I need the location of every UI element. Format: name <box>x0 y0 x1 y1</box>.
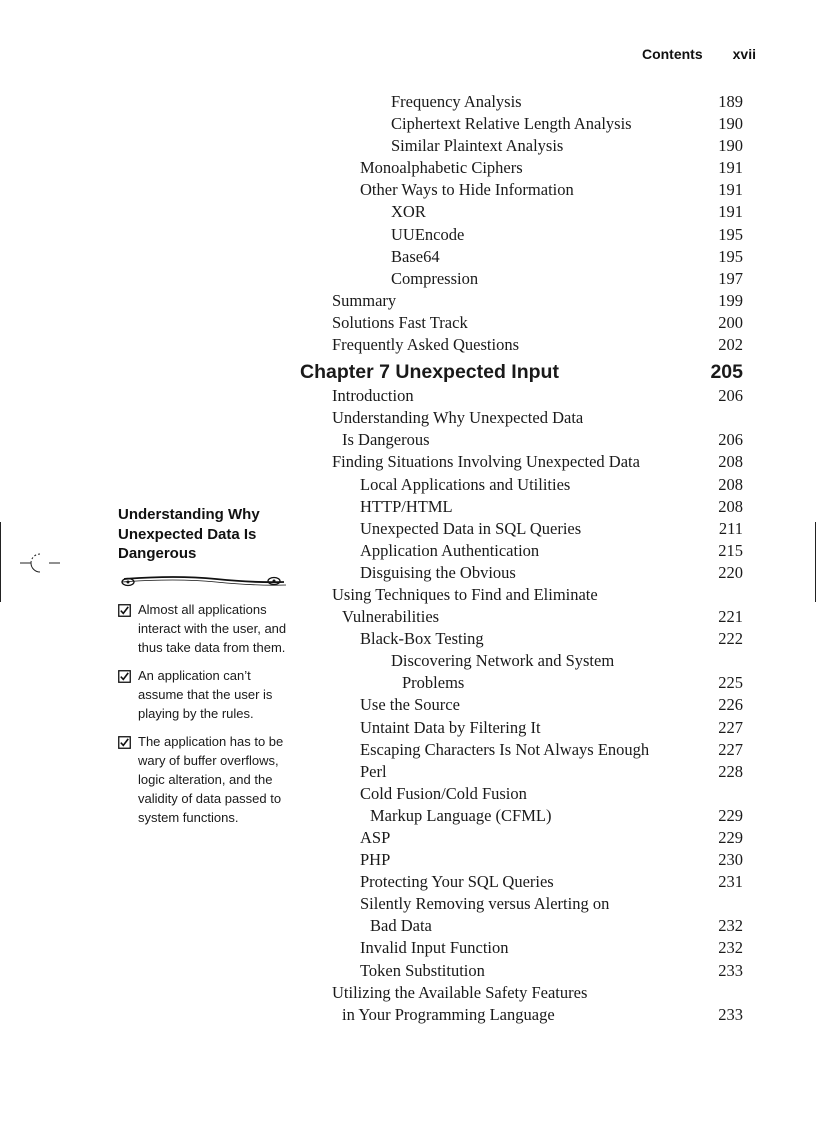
toc-entry <box>300 474 743 496</box>
toc-entry-title: Perl <box>360 761 387 781</box>
toc-entry-page: 191 <box>718 202 743 222</box>
toc-entry-title: Base64 <box>391 246 440 266</box>
toc-entry-page: 226 <box>718 695 743 715</box>
toc-entry <box>300 224 743 246</box>
sidebar-item-text: An application can’t assume that the user is playing by the rules. <box>138 667 273 721</box>
toc-entry <box>300 290 743 312</box>
toc-entry-title: Vulnerabilities <box>342 607 440 627</box>
toc-entry-title: Utilizing the Available Safety Features <box>332 982 588 1002</box>
toc-entry-title: Introduction <box>332 386 414 406</box>
toc-entry-title: Token Substitution <box>360 960 485 980</box>
toc-entry <box>300 783 743 805</box>
header-section: Contents <box>641 46 703 62</box>
toc-entry <box>300 871 743 893</box>
toc-entry-title: Ciphertext Relative Length Analysis <box>391 114 632 134</box>
toc-entry <box>300 540 743 562</box>
toc-entry-title: Is Dangerous <box>342 430 430 450</box>
toc-entry-title: Unexpected Data in SQL Queries <box>360 518 582 538</box>
checkbox-checked-icon <box>118 670 131 683</box>
sidebar-item <box>118 600 294 657</box>
toc-entry <box>300 1004 743 1026</box>
toc-entry-title: Similar Plaintext Analysis <box>391 136 564 156</box>
toc-entry-title: Monoalphabetic Ciphers <box>360 158 523 178</box>
toc-entry <box>300 982 743 1004</box>
table-of-contents <box>300 91 743 1026</box>
toc-entry <box>300 849 743 871</box>
sidebar-item-text: The application has to be wary of buffer overflows, logic alteration, and the validity of data passed to system functions. <box>138 733 284 825</box>
sidebar-list <box>118 600 294 827</box>
toc-entry-title: Problems <box>402 673 465 693</box>
toc-entry <box>300 451 743 473</box>
toc-entry <box>300 407 743 429</box>
toc-entry <box>300 761 743 783</box>
toc-entry-title: Local Applications and Utilities <box>360 474 571 494</box>
toc-entry <box>300 429 743 451</box>
toc-entry-title: Protecting Your SQL Queries <box>360 872 554 892</box>
toc-entry-page: 191 <box>718 180 743 200</box>
toc-entry-page: 202 <box>718 335 743 355</box>
checkbox-checked-icon <box>118 604 131 617</box>
toc-entry <box>300 562 743 584</box>
toc-entry-page: 206 <box>718 386 743 406</box>
toc-entry-title: Disguising the Obvious <box>360 562 516 582</box>
toc-entry-page: 211 <box>718 518 743 538</box>
toc-entry-page: 227 <box>718 739 743 759</box>
sidebar-item-text: Almost all applications interact with the user, and thus take data from them. <box>138 601 287 655</box>
sidebar-title: Understanding Why Unexpected Data Is Dangerous <box>118 506 260 562</box>
toc-entry <box>300 893 743 915</box>
toc-entry <box>300 717 743 739</box>
toc-entry-title: Chapter 7 Unexpected Input <box>300 361 559 384</box>
toc-entry <box>300 915 743 937</box>
toc-entry-title: Compression <box>391 268 479 288</box>
toc-entry-page: 208 <box>718 452 743 472</box>
toc-entry-page: 190 <box>718 114 743 134</box>
page-edge-left <box>0 522 1 602</box>
toc-entry <box>300 312 743 334</box>
sidebar-item <box>118 666 294 723</box>
toc-entry <box>300 268 743 290</box>
toc-entry <box>300 805 743 827</box>
toc-entry-page: 205 <box>710 361 743 384</box>
toc-entry-page: 215 <box>718 540 743 560</box>
toc-entry-title: in Your Programming Language <box>342 1004 555 1024</box>
toc-entry-page: 228 <box>718 761 743 781</box>
sidebar-divider-icon <box>116 573 292 589</box>
toc-entry-title: ASP <box>360 828 391 847</box>
toc-entry-title: Summary <box>332 290 397 310</box>
toc-entry-page: 189 <box>718 92 743 111</box>
toc-entry-title: Markup Language (CFML) <box>370 805 552 825</box>
toc-entry <box>300 694 743 716</box>
toc-entry-page: 200 <box>718 312 743 332</box>
toc-entry <box>300 113 743 135</box>
toc-entry-title: Bad Data <box>370 916 432 936</box>
toc-entry <box>300 201 743 223</box>
toc-entry <box>300 179 743 201</box>
toc-entry <box>300 628 743 650</box>
toc-entry-page: 190 <box>718 136 743 156</box>
toc-entry-page: 233 <box>718 960 743 980</box>
toc-entry <box>300 246 743 268</box>
toc-entry-title: Frequently Asked Questions <box>332 335 519 355</box>
header-page-number: xvii <box>732 46 756 62</box>
toc-entry-page: 220 <box>718 562 743 582</box>
toc-entry <box>300 334 743 356</box>
toc-entry <box>300 650 743 672</box>
toc-entry-page: 232 <box>718 938 743 958</box>
toc-entry-title: Frequency Analysis <box>391 92 522 111</box>
toc-entry <box>300 739 743 761</box>
toc-entry <box>300 606 743 628</box>
toc-entry-page: 208 <box>718 496 743 516</box>
toc-entry-page: 195 <box>718 246 743 266</box>
toc-entry-title: Discovering Network and System <box>391 651 615 671</box>
toc-entry-title: Cold Fusion/Cold Fusion <box>360 783 527 803</box>
toc-entry <box>300 584 743 606</box>
toc-entry-title: Use the Source <box>360 695 460 715</box>
toc-entry-page: 222 <box>718 629 743 649</box>
toc-entry <box>300 157 743 179</box>
toc-entry-title: UUEncode <box>391 224 465 244</box>
toc-entry <box>300 518 743 540</box>
toc-entry-title: Finding Situations Involving Unexpected Data <box>332 452 640 472</box>
toc-entry-page: 229 <box>718 805 743 825</box>
toc-entry-page: 233 <box>718 1004 743 1024</box>
toc-entry-title: Understanding Why Unexpected Data <box>332 408 584 428</box>
toc-entry-page: 191 <box>718 158 743 178</box>
toc-entry-title: Silently Removing versus Alerting on <box>360 894 610 914</box>
toc-entry <box>300 827 743 849</box>
toc-entry-page: 206 <box>718 430 743 450</box>
toc-entry-page: 195 <box>718 224 743 244</box>
toc-entry-title: HTTP/HTML <box>360 496 453 516</box>
toc-entry <box>300 135 743 157</box>
toc-entry <box>300 385 743 407</box>
toc-entry-title: Black-Box Testing <box>360 629 484 649</box>
toc-entry <box>300 937 743 959</box>
sidebar-item <box>118 732 294 827</box>
toc-entry-page: 231 <box>718 872 743 892</box>
toc-entry-title: Other Ways to Hide Information <box>360 180 574 200</box>
toc-entry <box>300 91 743 113</box>
toc-entry-title: Solutions Fast Track <box>332 312 468 332</box>
toc-entry-page: 221 <box>718 607 743 627</box>
running-header <box>642 46 756 62</box>
checkbox-checked-icon <box>118 736 131 749</box>
toc-entry-page: 232 <box>718 916 743 936</box>
toc-entry-page: 230 <box>718 850 743 870</box>
toc-entry-page: 227 <box>718 717 743 737</box>
toc-entry <box>300 960 743 982</box>
toc-entry-title: Using Techniques to Find and Eliminate <box>332 584 598 604</box>
toc-entry-title: Invalid Input Function <box>360 938 509 958</box>
toc-entry-page: 197 <box>718 268 743 288</box>
toc-entry-page: 208 <box>718 474 743 494</box>
sidebar-box <box>118 505 294 836</box>
toc-entry-title: Escaping Characters Is Not Always Enough <box>360 739 650 759</box>
crop-mark-icon <box>20 545 60 581</box>
toc-entry-page: 225 <box>718 673 743 693</box>
toc-entry-title: XOR <box>391 202 426 222</box>
toc-entry-page: 229 <box>718 828 743 847</box>
toc-entry-title: PHP <box>360 850 391 870</box>
chapter-heading <box>300 360 743 384</box>
toc-entry <box>300 672 743 694</box>
toc-entry-title: Untaint Data by Filtering It <box>360 717 541 737</box>
toc-entry-page: 199 <box>718 290 743 310</box>
toc-entry <box>300 496 743 518</box>
toc-entry-title: Application Authentication <box>360 540 540 560</box>
